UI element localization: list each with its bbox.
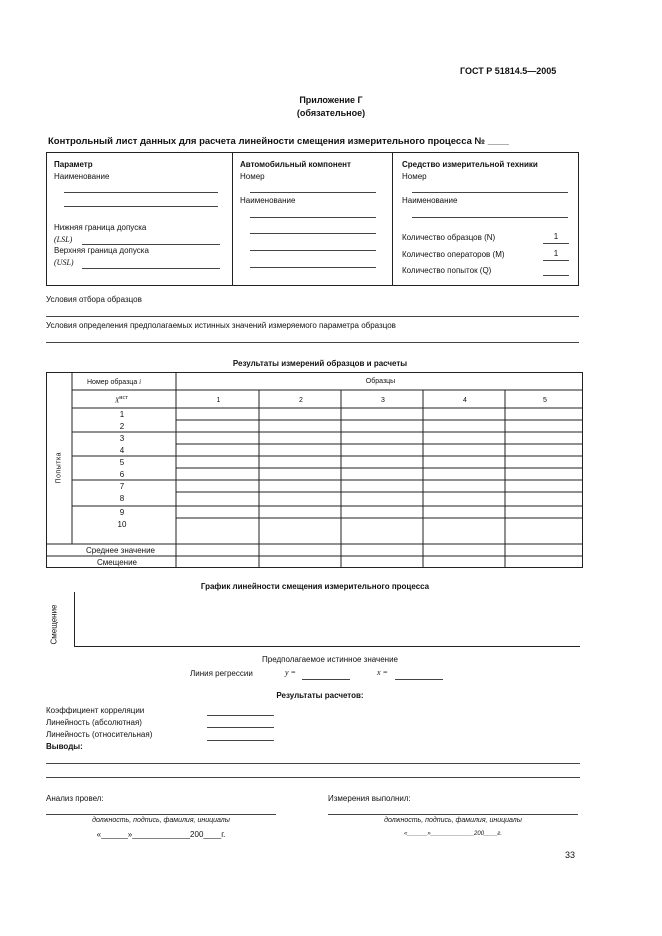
true-values-conditions-field[interactable] — [46, 342, 579, 343]
sampling-conditions-field[interactable] — [46, 316, 579, 317]
trials-count-field[interactable] — [543, 275, 569, 276]
attempt-row-label: 7 — [119, 482, 125, 491]
samples-header: Образцы — [365, 378, 396, 385]
graph-y-label: Смещение — [49, 604, 59, 645]
component-name-line-3[interactable] — [250, 250, 376, 251]
samples-count-line[interactable] — [543, 243, 569, 244]
instrument-name-field[interactable] — [412, 217, 568, 218]
true-values-conditions-label: Условия определения предполагаемых истинных значений измеряемого параметра образцов — [46, 321, 396, 330]
operators-count-value: 1 — [553, 249, 559, 258]
mean-row-label: Среднее значение — [85, 546, 155, 555]
appendix-title: Приложение Г — [299, 95, 363, 105]
sample-column-header: 4 — [463, 397, 467, 404]
measurements-label: Измерения выполнил: — [328, 794, 411, 803]
instrument-number-label: Номер — [402, 172, 427, 181]
appendix-subtitle: (обязательное) — [296, 108, 366, 118]
component-heading: Автомобильный компонент — [240, 160, 351, 169]
instrument-heading: Средство измерительной техники — [402, 160, 538, 169]
analysis-label: Анализ провел: — [46, 794, 104, 803]
component-name-line-4[interactable] — [250, 267, 376, 268]
document-code: ГОСТ Р 51814.5—2005 — [460, 66, 557, 76]
results-table — [46, 372, 583, 568]
attempt-row-label: 9 — [119, 508, 125, 517]
results-table-title: Результаты измерений образцов и расчеты — [232, 359, 408, 368]
calc-title: Результаты расчетов: — [276, 691, 364, 700]
graph-x-label: Предполагаемое истинное значение — [262, 655, 398, 664]
conclusions-label: Выводы: — [46, 742, 83, 751]
trials-count-label: Количество попыток (Q) — [402, 266, 492, 275]
attempt-axis-label: Попытка — [55, 451, 63, 484]
sample-number-label: Номер образца — [87, 379, 138, 386]
component-number-label: Номер — [240, 172, 265, 181]
operators-count-line[interactable] — [543, 260, 569, 261]
info-divider-2 — [392, 152, 393, 286]
upper-limit-label: Верхняя граница допуска — [54, 246, 149, 255]
upper-limit-field[interactable] — [82, 268, 220, 269]
lower-limit-label: Нижняя граница допуска — [54, 223, 147, 232]
sample-column-header: 5 — [543, 397, 547, 404]
measurements-signature-field[interactable] — [328, 814, 578, 815]
regression-label: Линия регрессии — [190, 669, 253, 678]
attempt-row-label: 10 — [117, 520, 127, 529]
conclusions-line-1[interactable] — [46, 763, 580, 764]
analysis-signature-field[interactable] — [46, 814, 276, 815]
checklist-title: Контрольный лист данных для расчета линейности смещения измерительного процесса № ____ — [48, 136, 509, 147]
lower-limit-abbr: (LSL) — [54, 235, 73, 244]
measurements-caption: должность, подпись, фамилия, инициалы — [384, 817, 522, 824]
component-name-label: Наименование — [240, 196, 296, 205]
correlation-field[interactable] — [207, 715, 274, 716]
linearity-rel-field[interactable] — [207, 740, 274, 741]
operators-count-label: Количество операторов (M) — [402, 250, 505, 259]
sampling-conditions-label: Условия отбора образцов — [46, 295, 142, 304]
x-true-label: X — [115, 396, 120, 405]
parameter-name-line-1[interactable] — [64, 192, 218, 193]
sample-column-header: 3 — [381, 397, 385, 404]
linearity-abs-label: Линейность (абсолютная) — [46, 718, 142, 727]
attempt-row-label: 2 — [119, 422, 125, 431]
samples-count-label: Количество образцов (N) — [402, 233, 496, 242]
regression-y: y = — [285, 668, 296, 677]
x-true-subscript: ист — [119, 395, 128, 401]
regression-x-field[interactable] — [395, 679, 443, 680]
sample-number-header — [87, 378, 177, 386]
attempt-row-label: 8 — [119, 494, 125, 503]
upper-limit-abbr: (USL) — [54, 258, 74, 267]
correlation-label: Коэффициент корреляции — [46, 706, 145, 715]
graph-title: График линейности смещения измерительного процесса — [200, 582, 430, 591]
samples-count-value: 1 — [553, 232, 559, 241]
graph-x-axis — [74, 646, 580, 647]
attempt-row-label: 3 — [119, 434, 125, 443]
instrument-number-field[interactable] — [412, 192, 568, 193]
parameter-name-label: Наименование — [54, 172, 110, 181]
sample-column-header: 1 — [216, 397, 221, 404]
bias-row-label: Смещение — [96, 558, 137, 567]
component-name-line-1[interactable] — [250, 217, 376, 218]
component-number-field[interactable] — [250, 192, 376, 193]
attempt-row-label: 1 — [119, 410, 125, 419]
info-divider-1 — [232, 152, 233, 286]
sample-column-header: 2 — [299, 397, 303, 404]
regression-y-field[interactable] — [302, 679, 350, 680]
regression-x: x = — [377, 668, 388, 677]
conclusions-line-2[interactable] — [46, 777, 580, 778]
analysis-date[interactable]: «______»_____________200____г. — [96, 830, 226, 839]
attempt-row-label: 6 — [119, 470, 125, 479]
linearity-rel-label: Линейность (относительная) — [46, 730, 153, 739]
parameter-name-line-2[interactable] — [64, 206, 218, 207]
measurements-date[interactable]: «______»_____________200____г. — [403, 831, 503, 837]
component-name-line-2[interactable] — [250, 233, 376, 234]
graph-y-axis — [74, 592, 75, 646]
x-true-header — [115, 395, 128, 404]
lower-limit-field[interactable] — [82, 244, 220, 245]
page-number: 33 — [565, 850, 576, 860]
attempt-row-label: 5 — [119, 458, 125, 467]
sample-index: i — [139, 378, 142, 386]
linearity-abs-field[interactable] — [207, 727, 274, 728]
attempt-row-label: 4 — [119, 446, 125, 455]
parameter-heading: Параметр — [54, 160, 93, 169]
instrument-name-label: Наименование — [402, 196, 458, 205]
info-box — [46, 152, 579, 286]
analysis-caption: должность, подпись, фамилия, инициалы — [92, 817, 230, 824]
